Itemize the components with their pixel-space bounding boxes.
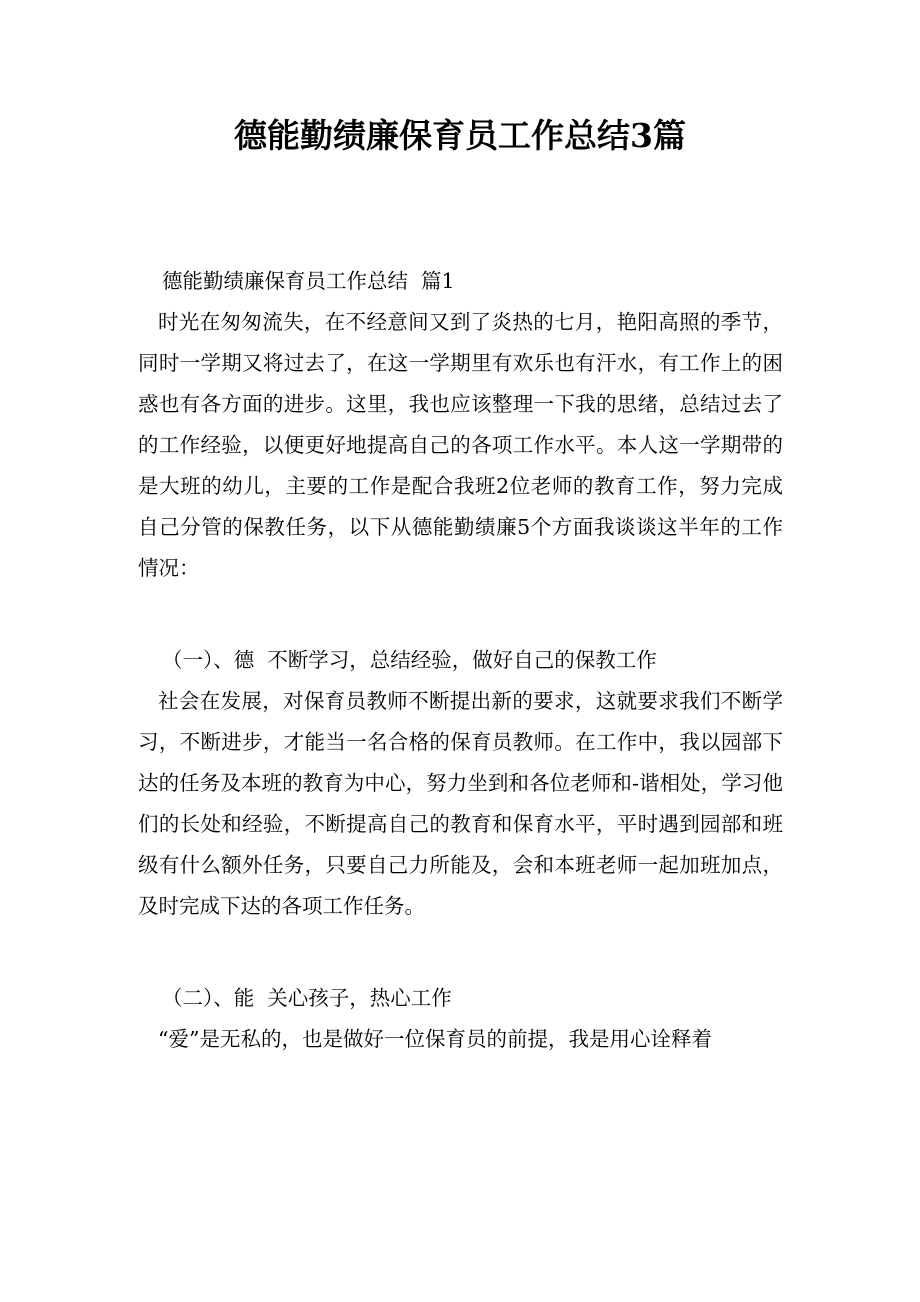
body-paragraph: 时光在匆匆流失，在不经意间又到了炎热的七月，艳阳高照的季节，同时一学期又将过去了，在这一学期里有欢乐也有汗水，有工作上的困惑也有各方面的进步。这里，我也应该整理一下我的思绪，总结过去了的工作经验，以便更好地提高自己的各项工作水平。本人这一学期带的是大班的幼儿，主要的工作是配合我班2位老师的教育工作，努力完成自己分管的保教任务，以下从德能勤绩廉5个方面我谈谈这半年的工作情况：: [138, 310, 783, 580]
subsection-heading: （一）、德 不断学习，总结经验，做好自己的保教工作: [162, 648, 657, 672]
section-heading: 德能勤绩廉保育员工作总结 篇1: [162, 269, 455, 293]
document-title: 德能勤绩廉保育员工作总结3篇: [234, 116, 686, 155]
body-paragraph: 社会在发展，对保育员教师不断提出新的要求，这就要求我们不断学习，不断进步，才能当一名合格的保育员教师。在工作中，我以园部下达的任务及本班的教育为中心，努力坐到和各位老师和-谐相处，学习他们的长处和经验，不断提高自己的教育和保育水平，平时遇到园部和班级有什么额外任务，只要自己力所能及，会和本班老师一起加班加点，及时完成下达的各项工作任务。: [138, 689, 783, 918]
paragraph-spacer: [138, 927, 783, 968]
document-body: [138, 261, 783, 1060]
body-paragraph: “爱”是无私的，也是做好一位保育员的前提，我是用心诠释着: [158, 1027, 712, 1051]
paragraph-spacer: [138, 589, 783, 630]
subsection-heading: （二）、能 关心孩子，热心工作: [162, 986, 452, 1010]
